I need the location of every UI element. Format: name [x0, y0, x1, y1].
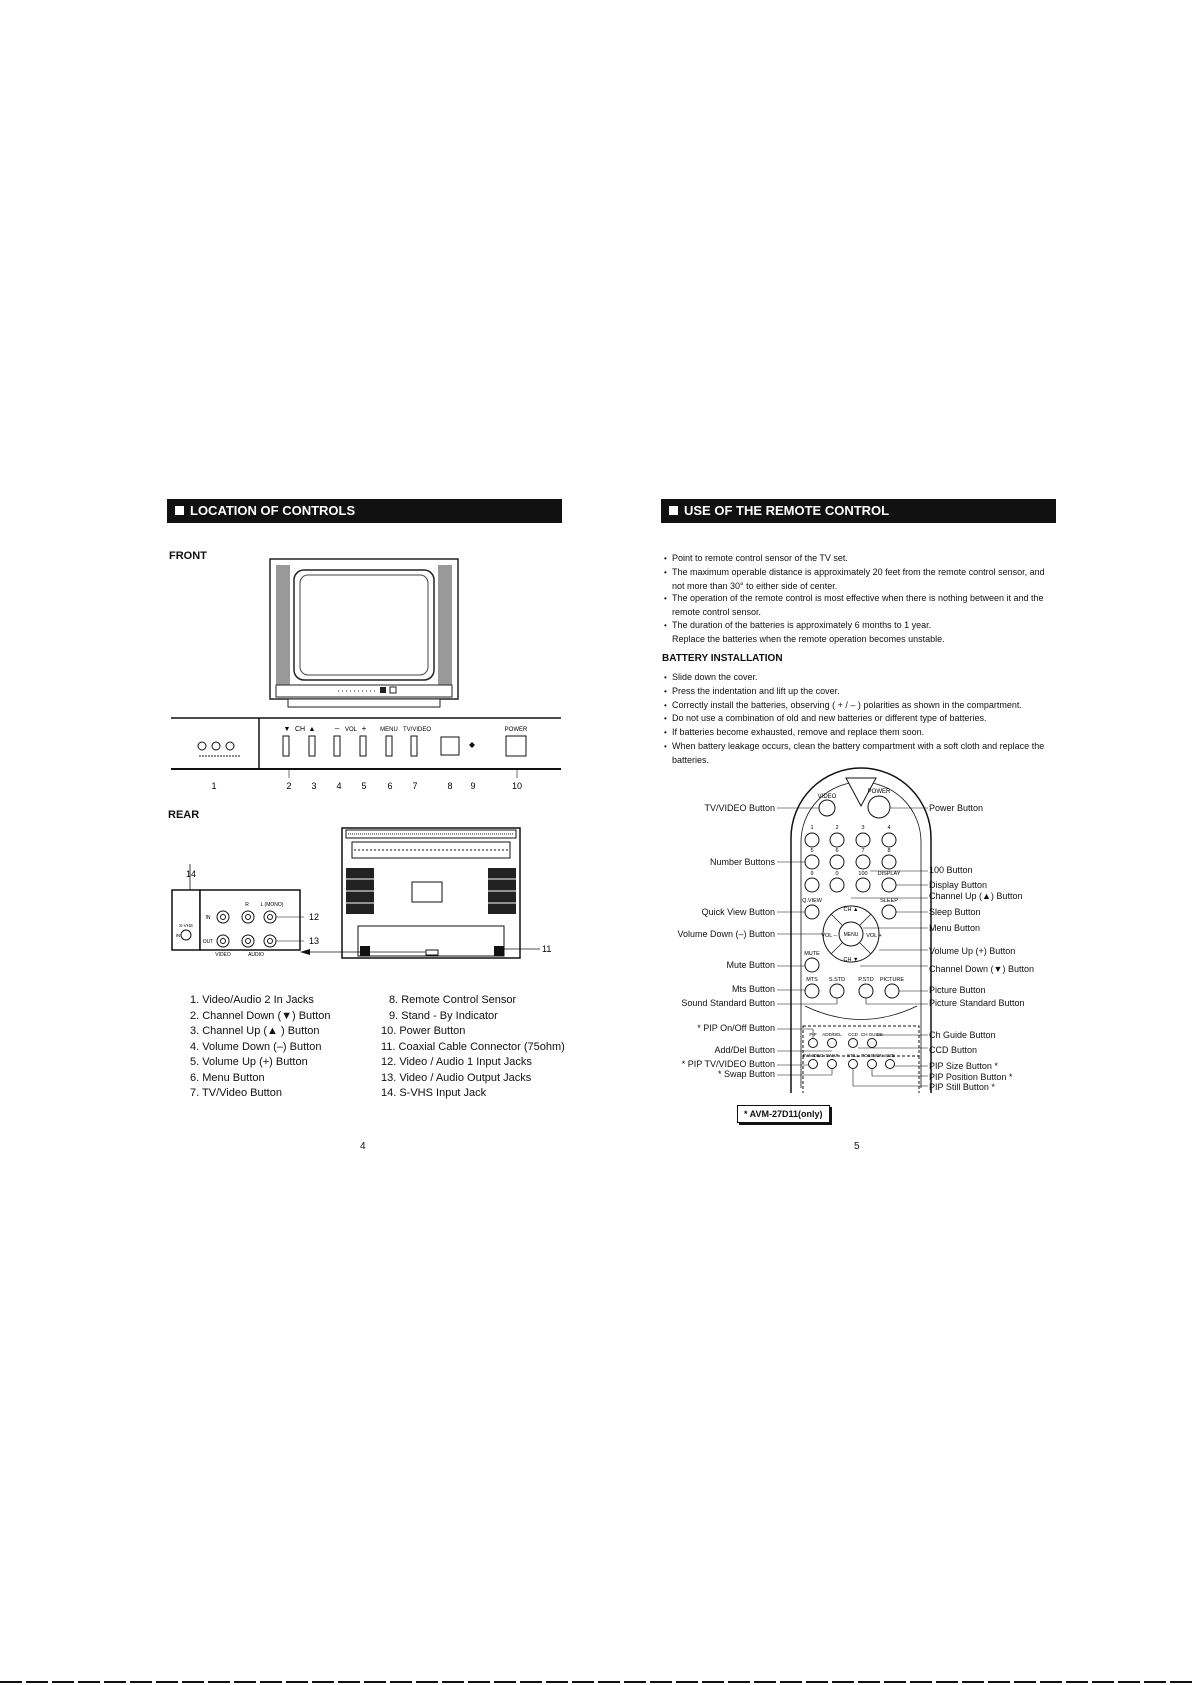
callout-11: 11 [542, 944, 552, 954]
key-picture: PICTURE [879, 977, 905, 983]
remote-label-right: Display Button [929, 880, 988, 890]
rear-out-text: OUT [202, 939, 214, 945]
remote-label-right: Volume Up (+) Button [929, 946, 1016, 956]
page-number-right: 5 [854, 1141, 860, 1152]
svg-text:–: – [334, 724, 340, 733]
remote-label-right: PIP Size Button * [929, 1061, 998, 1071]
svg-text:+: + [361, 724, 367, 733]
header-text: LOCATION OF CONTROLS [190, 503, 356, 518]
list-item: 7. TV/Video Button [190, 1087, 282, 1099]
remote-label-left: TV/VIDEO Button [704, 803, 775, 813]
key-2: 2 [835, 825, 839, 831]
remote-label-right: 100 Button [929, 865, 973, 875]
square-bullet-icon [175, 506, 184, 515]
list-item: 11. Coaxial Cable Connector (75ohm) [381, 1040, 565, 1053]
bullet-item: • Press the indentation and lift up the cover. [664, 685, 1064, 699]
header-text: USE OF THE REMOTE CONTROL [684, 503, 890, 518]
remote-label-left: Quick View Button [701, 907, 775, 917]
key-chguide: CH GUIDE [860, 1032, 884, 1037]
svg-text:▼: ▼ [283, 726, 291, 733]
rear-svhs-text: S-VHS [179, 923, 193, 928]
key-adddel: ADD/DEL [822, 1032, 842, 1037]
list-item: 2. Channel Down (▼) Button [190, 1009, 331, 1022]
square-bullet-icon [669, 506, 678, 515]
bullet-item: • Slide down the cover. [664, 671, 1064, 685]
remote-label-left: Add/Del Button [714, 1045, 775, 1055]
remote-label-right: PIP Still Button * [929, 1082, 995, 1092]
key-still: STILL [846, 1053, 860, 1058]
key-mute: MUTE [804, 951, 820, 957]
remote-label-left: Volume Down (–) Button [677, 929, 775, 939]
key-qview: Q.VIEW [802, 898, 822, 904]
callout-8: 8 [447, 781, 453, 791]
remote-label-left: * PIP TV/VIDEO Button [681, 1059, 775, 1069]
key-0: 0 [835, 871, 839, 877]
key-display: DISPLAY [877, 871, 901, 877]
key-ch-up: CH ▲ [843, 907, 859, 913]
key-5: 5 [810, 848, 814, 854]
tv-front-illustration [268, 557, 460, 709]
battery-bullets [664, 671, 1064, 767]
remote-label-left: Mute Button [726, 960, 775, 970]
list-item: 12. Video / Audio 1 Input Jacks [381, 1056, 532, 1068]
callout-2: 2 [286, 781, 292, 791]
list-item: 9. Stand - By Indicator [389, 1009, 498, 1022]
remote-label-left: Mts Button [731, 984, 775, 994]
key-ch-down: CH ▼ [843, 957, 859, 963]
key-1: 1 [810, 825, 814, 831]
controls-list-col2 [381, 993, 565, 1102]
section-header-location-of-controls [167, 499, 562, 523]
remote-label-right: Picture Standard Button [929, 998, 1025, 1008]
bullet-item: batteries. [672, 754, 710, 765]
callout-5: 5 [361, 781, 367, 791]
list-item: 3. Channel Up (▲ ) Button [190, 1025, 320, 1037]
bottom-dashed-rule [0, 1681, 1192, 1683]
key-vol-down: VOL – [821, 933, 837, 939]
tv-rear-illustration [170, 824, 560, 964]
remote-label-right: PIP Position Button * [929, 1072, 1013, 1082]
key-3: 3 [861, 825, 865, 831]
key-8: 8 [887, 848, 891, 854]
remote-label-left: Sound Standard Button [681, 998, 775, 1008]
bullet-item: • The maximum operable distance is approximately 20 feet from the remote control sensor, and [664, 566, 1064, 580]
rear-video-text: VIDEO [215, 952, 231, 958]
key-ccd: CCD [848, 1032, 858, 1037]
remote-label-right: Channel Up (▲) Button [929, 891, 1023, 901]
bullet-item: • Do not use a combination of old and new batteries or different type of batteries. [664, 712, 1064, 726]
remote-label-right: Sleep Button [929, 907, 981, 917]
key-7: 7 [861, 848, 865, 854]
front-control-panel [171, 716, 561, 794]
list-item: 4. Volume Down (–) Button [190, 1040, 322, 1053]
key-6: 6 [835, 848, 839, 854]
key-pstd: P.STD [858, 977, 874, 983]
callout-7: 7 [412, 781, 418, 791]
bullet-item: • The operation of the remote control is most effective when there is nothing between it and the [664, 592, 1064, 606]
remote-label-right: Ch Guide Button [929, 1030, 996, 1040]
list-item: 5. Volume Up (+) Button [190, 1056, 308, 1068]
callout-6: 6 [387, 781, 393, 791]
bullet-item: • The duration of the batteries is approximately 6 months to 1 year. [664, 619, 1064, 633]
remote-label-right: Picture Button [929, 985, 986, 995]
rear-l-text: L (MONO) [260, 902, 284, 908]
remote-label-left: * PIP On/Off Button [697, 1023, 775, 1033]
svg-text:▲: ▲ [308, 726, 316, 733]
list-item: 14. S-VHS Input Jack [381, 1087, 487, 1099]
key-sstd: S.STD [828, 977, 846, 983]
usage-bullets [664, 552, 1064, 646]
key-power: POWER [867, 789, 891, 795]
callout-9: 9 [470, 781, 476, 791]
key-pip: PIP [809, 1032, 817, 1037]
bullet-item: remote control sensor. [672, 607, 762, 618]
panel-ch-text: CH [294, 726, 306, 733]
callout-4: 4 [336, 781, 342, 791]
key-pip-tvvideo: TV/VIDEO [802, 1053, 824, 1058]
key-video: VIDEO [817, 794, 837, 800]
front-label: FRONT [169, 550, 207, 562]
remote-label-right: Power Button [929, 803, 984, 813]
remote-label-right: Menu Button [929, 923, 981, 933]
list-item: 8. Remote Control Sensor [389, 994, 517, 1006]
remote-label-right: CCD Button [929, 1045, 978, 1055]
remote-label-left: * Swap Button [717, 1069, 775, 1079]
bullet-item: • Correctly install the batteries, observing ( + / – ) polarities as shown in the compartment. [664, 699, 1064, 713]
bullet-item: not more than 30° to either side of center. [672, 580, 838, 591]
panel-menu-text: MENU [380, 727, 398, 733]
callout-13: 13 [309, 936, 320, 946]
battery-installation-title: BATTERY INSTALLATION [662, 653, 783, 664]
model-note: * AVM-27D11(only) [737, 1105, 830, 1123]
key-mts: MTS [806, 977, 818, 983]
section-header-use-of-remote [661, 499, 1056, 523]
rear-in-text: IN [205, 915, 211, 921]
key-menu: MENU [843, 932, 859, 938]
page-number-left: 4 [360, 1141, 366, 1152]
remote-label-left: Number Buttons [709, 857, 775, 867]
rear-r-text: R [245, 902, 249, 908]
bullet-item: Replace the batteries when the remote operation becomes unstable. [672, 633, 945, 644]
list-item: 1. Video/Audio 2 In Jacks [190, 994, 314, 1006]
key-4: 4 [887, 825, 891, 831]
controls-list-col1 [190, 993, 331, 1102]
list-item: 6. Menu Button [190, 1071, 265, 1084]
callout-12: 12 [309, 912, 320, 922]
rear-svhs-in-text: IN [175, 933, 181, 938]
key-swap: SWAP [825, 1053, 839, 1058]
list-item: 13. Video / Audio Output Jacks [381, 1071, 532, 1084]
panel-vol-text: VOL [344, 727, 358, 733]
rear-label: REAR [168, 809, 200, 821]
key-position: POSITION [861, 1053, 883, 1058]
bullet-item: • If batteries become exhausted, remove and replace them soon. [664, 726, 1064, 740]
key-9: 9 [810, 871, 814, 877]
bullet-item: • Point to remote control sensor of the TV set. [664, 552, 1064, 566]
key-sleep: SLEEP [880, 898, 898, 904]
remote-label-right: Channel Down (▼) Button [929, 964, 1034, 974]
panel-tvvideo-text: TV/VIDEO [402, 727, 432, 733]
key-100: 100 [858, 871, 868, 877]
callout-10: 10 [511, 781, 523, 791]
list-item: 10. Power Button [381, 1025, 466, 1037]
panel-power-text: POWER [504, 727, 528, 733]
bullet-item: • When battery leakage occurs, clean the battery compartment with a soft cloth and replace the [664, 740, 1064, 754]
callout-3: 3 [311, 781, 317, 791]
rear-audio-text: AUDIO [248, 952, 264, 958]
key-vol-up: VOL + [866, 933, 882, 939]
callout-1: 1 [211, 781, 217, 791]
callout-14: 14 [185, 869, 197, 879]
key-size: SIZE [884, 1053, 896, 1058]
